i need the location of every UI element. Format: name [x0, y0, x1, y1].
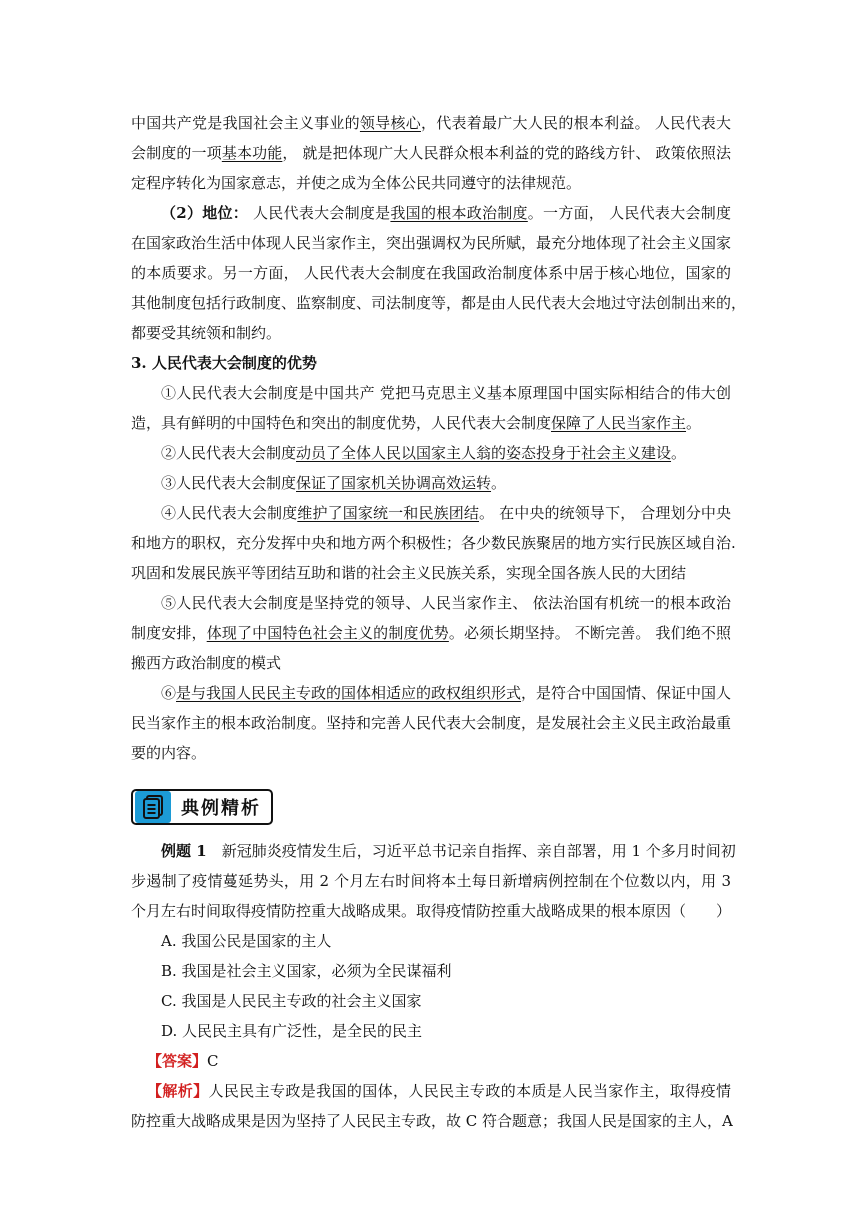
- question-label: 例题 1: [161, 842, 207, 860]
- subsection-label: （2）地位：: [161, 204, 249, 222]
- text-line: 搬西方政治制度的模式: [131, 654, 282, 672]
- underlined-term: 是与我国人民民主专政的国体相适应的政权组织形式: [176, 684, 522, 702]
- section-banner: [131, 789, 273, 825]
- text-line: 要的内容。: [131, 744, 207, 762]
- question-line: 步遏制了疫情蔓延势头，用 2 个月左右时间将本土每日新增病例控制在个位数以内，用 3: [131, 872, 731, 890]
- analysis-line: 防控重大战略成果是因为坚持了人民民主专政，故 C 符合题意；我国人民是国家的主人，A: [131, 1112, 733, 1130]
- text-line: ⑤人民代表大会制度是坚持党的领导、人民当家作主、 依法治国有机统一的根本政治: [161, 594, 731, 612]
- analysis-line: 【解析】人民民主专政是我国的国体，人民民主专政的本质是人民当家作主，取得疫情: [147, 1082, 731, 1100]
- text-line: ①人民代表大会制度是中国共产 党把马克思主义基本原理国中国实际相结合的伟大创: [161, 384, 731, 402]
- text-line: 和地方的职权，充分发挥中央和地方两个积极性；各少数民族聚居的地方实行民族区域自治.: [131, 534, 736, 552]
- underlined-term: 维护了国家统一和民族团结: [297, 504, 480, 522]
- text-line: 制度安排，体现了中国特色社会主义的制度优势。必须长期坚持。 不断完善。 我们绝不照: [131, 624, 731, 642]
- underlined-term: 领导核心: [359, 114, 421, 132]
- question-line: 个月左右时间取得疫情防控重大战略成果。取得疫情防控重大战略成果的根本原因（ ）: [131, 902, 732, 920]
- underlined-term: 体现了中国特色社会主义的制度优势: [206, 624, 449, 642]
- answer-option-a: A. 我国公民是国家的主人: [161, 932, 332, 950]
- text-line: ④人民代表大会制度维护了国家统一和民族团结。 在中央的统领导下， 合理划分中央: [161, 504, 731, 522]
- answer-label: 【答案】: [147, 1052, 208, 1070]
- answer-option-c: C. 我国是人民民主专政的社会主义国家: [161, 992, 422, 1010]
- text-line: ③人民代表大会制度保证了国家机关协调高效运转。: [161, 474, 507, 492]
- text-line: 造，具有鲜明的中国特色和突出的制度优势，人民代表大会制度保障了人民当家作主。: [131, 414, 702, 432]
- text-line: 在国家政治生活中体现人民当家作主，突出强调权为民所赋，最充分地体现了社会主义国家: [131, 234, 732, 252]
- question-line: 例题 1 新冠肺炎疫情发生后，习近平总书记亲自指挥、亲自部署，用 1 个多月时间初: [161, 842, 736, 860]
- document-body: [131, 108, 747, 1136]
- underlined-term: 基本功能: [221, 144, 283, 162]
- text-line: 的本质要求。另一方面， 人民代表大会制度在我国政治制度体系中居于核心地位，国家的: [131, 264, 731, 282]
- document-list-icon: [135, 791, 171, 823]
- text-line: 其他制度包括行政制度、监察制度、司法制度等，都是由人民代表大会地过守法创制出来的，: [131, 294, 747, 312]
- underlined-term: 保障了人民当家作主: [551, 414, 687, 432]
- underlined-term: 保证了国家机关协调高效运转: [296, 474, 492, 492]
- analysis-label: 【解析】: [147, 1082, 209, 1100]
- section-heading: 3. 人民代表大会制度的优势: [131, 354, 317, 372]
- text-line: ⑥是与我国人民民主专政的国体相适应的政权组织形式，是符合中国国情、保证中国人: [161, 684, 732, 702]
- banner-row: [131, 768, 731, 836]
- answer-option-b: B. 我国是社会主义国家，必须为全民谋福利: [161, 962, 452, 980]
- text-line: 中国共产党是我国社会主义事业的领导核心，代表着最广大人民的根本利益。 人民代表大: [131, 114, 731, 132]
- text-line: （2）地位： 人民代表大会制度是我国的根本政治制度。一方面， 人民代表大会制度: [161, 204, 731, 222]
- text-line: 都要受其统领和制约。: [131, 324, 282, 342]
- text-line: 会制度的一项基本功能， 就是把体现广大人民群众根本利益的党的路线方针、 政策依照法: [131, 144, 731, 162]
- answer-value: C: [207, 1052, 219, 1070]
- underlined-term: 动员了全体人民以国家主人翁的姿态投身于社会主义建设: [296, 444, 672, 462]
- answer-line: [131, 1046, 731, 1076]
- text-line: 巩固和发展民族平等团结互助和谐的社会主义民族关系，实现全国各族人民的大团结: [131, 564, 687, 582]
- text-line: ②人民代表大会制度动员了全体人民以国家主人翁的姿态投身于社会主义建设。: [161, 444, 687, 462]
- text-line: 定程序转化为国家意志，并使之成为全体公民共同遵守的法律规范。: [131, 174, 582, 192]
- text-line: 民当家作主的根本政治制度。坚持和完善人民代表大会制度，是发展社会主义民主政治最重: [131, 714, 732, 732]
- answer-option-d: D. 人民民主具有广泛性，是全民的民主: [161, 1022, 423, 1040]
- underlined-term: 我国的根本政治制度: [390, 204, 528, 222]
- banner-label: 典例精析: [181, 798, 261, 819]
